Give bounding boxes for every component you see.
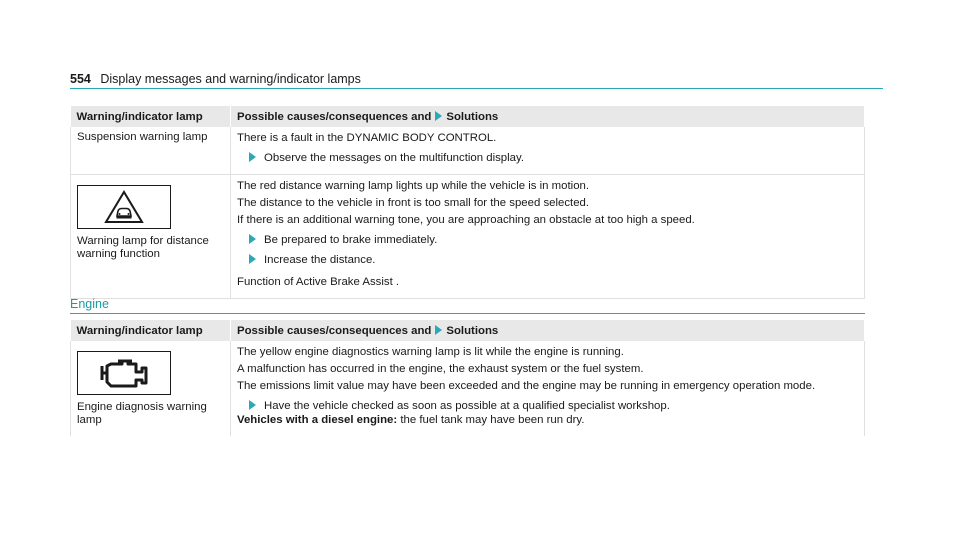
causes-cell	[231, 175, 865, 299]
section-rule	[70, 313, 865, 314]
header-lamp: Warning/indicator lamp	[71, 106, 231, 127]
lamp-label: Suspension warning lamp	[77, 131, 208, 143]
table-row	[71, 175, 865, 299]
arrow-right-icon	[435, 325, 442, 335]
cause-line: The red distance warning lamp lights up while the vehicle is in motion.	[237, 180, 590, 192]
solution-text: Have the vehicle checked as soon as possible at a qualified specialist workshop.	[264, 400, 670, 412]
header-lamp: Warning/indicator lamp	[71, 320, 231, 341]
arrow-right-icon	[249, 254, 256, 264]
table-header-row	[71, 320, 865, 341]
cause-line: There is a fault in the DYNAMIC BODY CONTROL.	[237, 132, 497, 144]
lamp-label: Engine diagnosis warning lamp	[77, 401, 207, 426]
engine-check-icon	[77, 351, 171, 395]
function-note: Function of Active Brake Assist .	[237, 276, 400, 288]
arrow-right-icon	[249, 152, 256, 162]
diesel-note-text: the fuel tank may have been run dry.	[397, 414, 585, 426]
section-title-engine: Engine	[70, 297, 109, 311]
header-solutions-text: Solutions	[446, 325, 499, 337]
engine-lamps-table	[70, 320, 865, 436]
causes-cell	[231, 341, 865, 436]
solution-bullet	[237, 151, 858, 165]
page-number: 554	[70, 72, 91, 86]
table-header-row	[71, 106, 865, 127]
diesel-note	[237, 413, 858, 427]
distance-warning-icon	[77, 185, 171, 229]
lamp-label: Warning lamp for distance warning function	[77, 235, 209, 260]
lamp-cell	[71, 175, 231, 299]
cause-line: If there is an additional warning tone, you are approaching an obstacle at too high a speed.	[237, 214, 695, 226]
diesel-note-label: Vehicles with a diesel engine:	[237, 414, 398, 426]
page-header	[70, 72, 361, 86]
solution-bullet	[237, 233, 858, 247]
cause-line: The yellow engine diagnostics warning lamp is lit while the engine is running.	[237, 346, 624, 358]
cause-line: A malfunction has occurred in the engine, the exhaust system or the fuel system.	[237, 363, 644, 375]
solution-bullet	[237, 399, 858, 413]
causes-cell	[231, 127, 865, 175]
header-causes-text: Possible causes/consequences and	[237, 325, 432, 337]
cause-line: The distance to the vehicle in front is too small for the speed selected.	[237, 197, 590, 209]
arrow-right-icon	[249, 234, 256, 244]
solution-text: Increase the distance.	[264, 254, 376, 266]
header-causes-text: Possible causes/consequences and	[237, 111, 432, 123]
cause-line: The emissions limit value may have been exceeded and the engine may be running in emergency operation mode.	[237, 380, 816, 392]
lamp-cell	[71, 127, 231, 175]
header-causes	[231, 320, 865, 341]
arrow-right-icon	[435, 111, 442, 121]
header-solutions-text: Solutions	[446, 111, 499, 123]
table-row	[71, 127, 865, 175]
solution-text: Be prepared to brake immediately.	[264, 234, 438, 246]
warning-lamps-table	[70, 106, 865, 299]
header-causes	[231, 106, 865, 127]
header-rule	[70, 88, 883, 89]
table-row	[71, 341, 865, 436]
page-header-title: Display messages and warning/indicator lamps	[100, 72, 361, 86]
solution-bullet	[237, 253, 858, 267]
solution-text: Observe the messages on the multifunction display.	[264, 152, 525, 164]
arrow-right-icon	[249, 400, 256, 410]
lamp-cell	[71, 341, 231, 436]
